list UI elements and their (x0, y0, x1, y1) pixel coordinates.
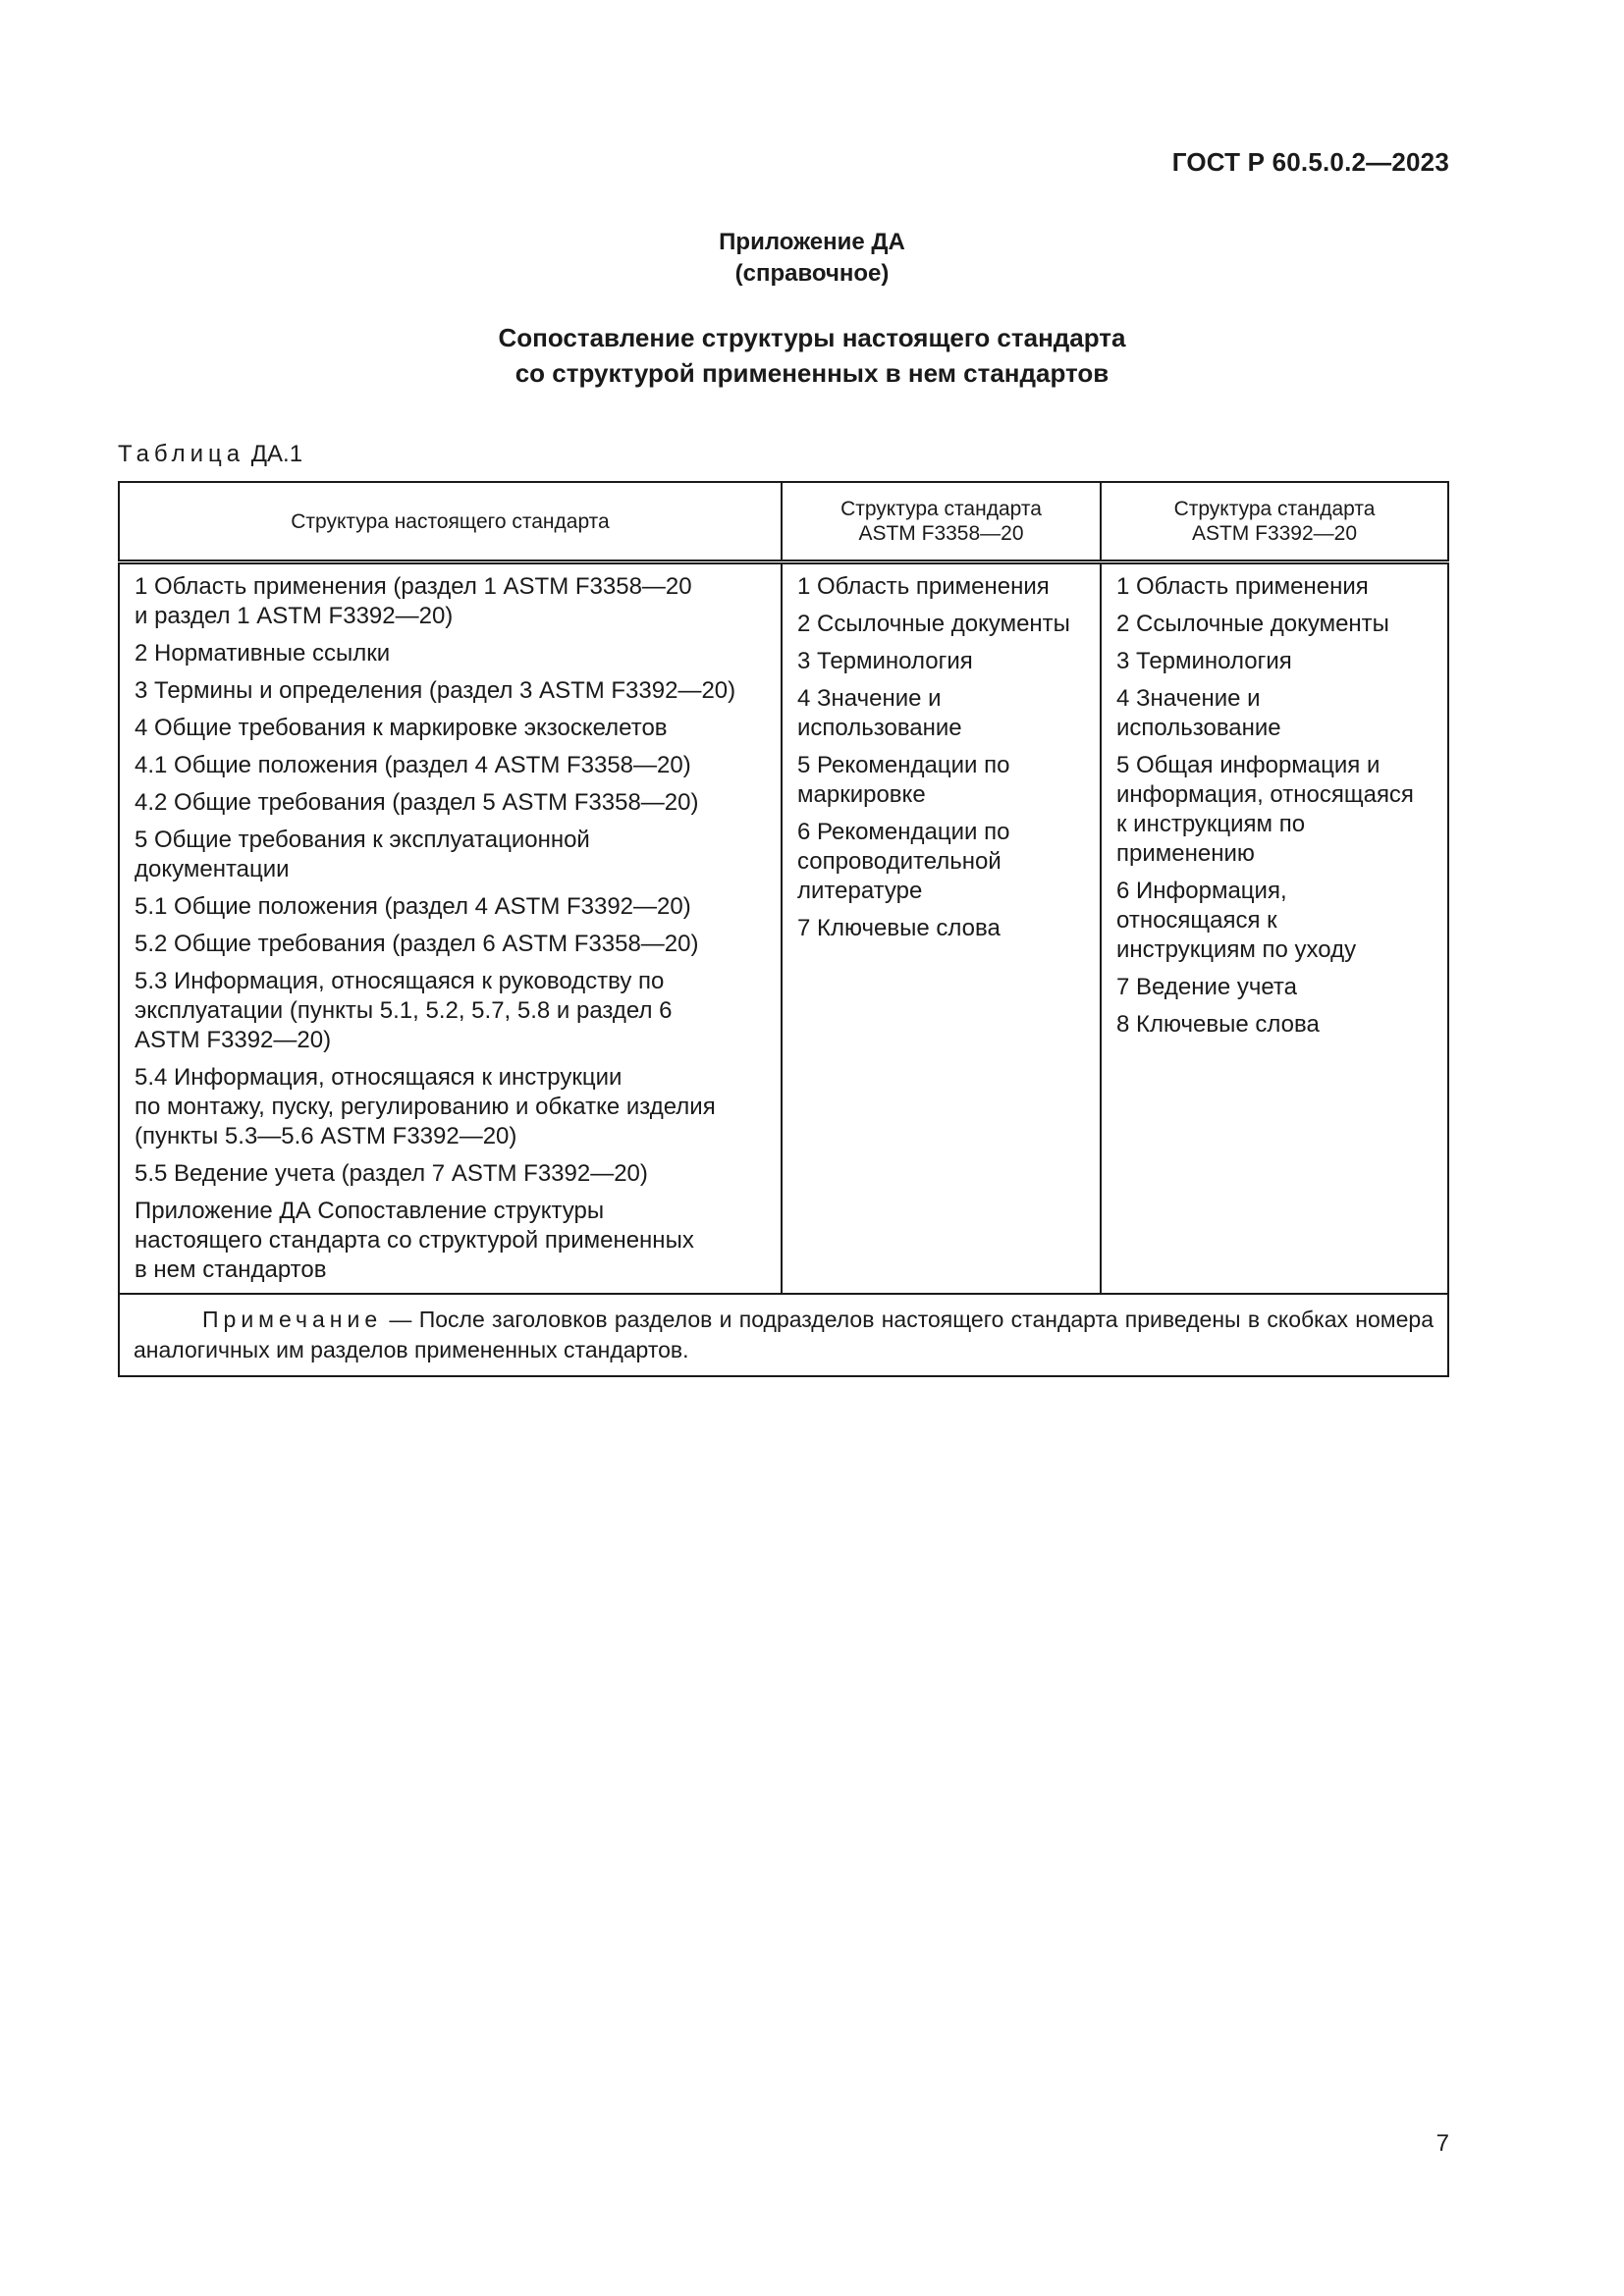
note-text: — После заголовков разделов и подразделов настоящего стандарта приведены в скобках номера аналогичных им разделов примененных стандартов. (134, 1307, 1434, 1362)
structure-entry: 5 Общая информация и информация, относящаяся к инструкциям по применению (1116, 752, 1414, 867)
structure-entry: 5.2 Общие требования (раздел 6 ASTM F3358—20) (135, 931, 699, 957)
structure-entry: 2 Ссылочные документы (797, 611, 1070, 637)
structure-entry: 5.1 Общие положения (раздел 4 ASTM F3392—20) (135, 893, 691, 920)
structure-entry: 8 Ключевые слова (1116, 1011, 1320, 1038)
structure-entry: 3 Терминология (797, 648, 973, 674)
structure-entry: 2 Нормативные ссылки (135, 640, 391, 667)
structure-entry: 4 Общие требования к маркировке экзоскелетов (135, 715, 668, 741)
table-note-row (119, 1294, 1448, 1376)
structure-entry: 5 Рекомендации по маркировке (797, 752, 1010, 808)
column-header-current-standard (119, 482, 782, 562)
structure-entry: 3 Терминология (1116, 648, 1292, 674)
structure-entry: 5 Общие требования к эксплуатационной документации (135, 827, 590, 882)
section-heading (0, 320, 1624, 391)
structure-entry: 5.3 Информация, относящаяся к руководству по эксплуатации (пункты 5.1, 5.2, 5.7, 5.8 и раздел 6 ASTM F3392—20) (135, 968, 673, 1053)
table-body-row (119, 562, 1448, 1295)
structure-entry: Приложение ДА Сопоставление структуры настоящего стандарта со структурой примененных в нем стандартов (135, 1198, 694, 1283)
structure-entry: 4 Значение и использование (1116, 685, 1281, 741)
comparison-table-wrapper (118, 481, 1447, 1377)
column-header-label: Структура стандарта ASTM F3392—20 (1173, 498, 1376, 545)
structure-entry: 7 Ключевые слова (797, 915, 1001, 941)
structure-entry: 3 Термины и определения (раздел 3 ASTM F3392—20) (135, 677, 736, 704)
column-header-label: Структура стандарта ASTM F3358—20 (840, 498, 1042, 545)
table-header-row (119, 482, 1448, 562)
appendix-type: (справочное) (734, 260, 890, 287)
appendix-header (0, 227, 1624, 290)
appendix-title: Приложение ДА (719, 229, 905, 255)
note-label: Примечание (202, 1307, 383, 1332)
structure-entry: 1 Область применения (раздел 1 ASTM F3358—20 и раздел 1 ASTM F3392—20) (135, 573, 692, 629)
structure-entry: 5.4 Информация, относящаяся к инструкции по монтажу, пуску, регулированию и обкатке изделия (пункты 5.3—5.6 ASTM F3392—20) (135, 1064, 716, 1149)
heading-line-2: со структурой примененных в нем стандартов (514, 358, 1110, 388)
table-caption-label: Таблица (118, 441, 245, 467)
document-code: ГОСТ Р 60.5.0.2—2023 (1171, 147, 1449, 177)
structure-entry: 7 Ведение учета (1116, 974, 1297, 1000)
column-header-astm-f3392 (1101, 482, 1448, 562)
table-caption (118, 441, 302, 468)
astm-f3358-structure-cell (782, 562, 1101, 1295)
comparison-table (118, 481, 1449, 1377)
structure-entry: 6 Информация, относящаяся к инструкциям по уходу (1116, 878, 1357, 963)
page-number: 7 (1435, 2130, 1449, 2157)
table-caption-number: ДА.1 (250, 441, 303, 467)
structure-entry: 4.1 Общие положения (раздел 4 ASTM F3358—20) (135, 752, 691, 778)
structure-entry: 6 Рекомендации по сопроводительной литературе (797, 819, 1010, 904)
structure-entry: 1 Область применения (1116, 573, 1369, 600)
table-note (119, 1294, 1448, 1376)
structure-entry: 4.2 Общие требования (раздел 5 ASTM F3358—20) (135, 789, 699, 816)
structure-entry: 5.5 Ведение учета (раздел 7 ASTM F3392—20) (135, 1160, 648, 1187)
heading-line-1: Сопоставление структуры настоящего стандарта (498, 323, 1126, 352)
current-standard-structure-cell (119, 562, 782, 1295)
astm-f3392-structure-cell (1101, 562, 1448, 1295)
structure-entry: 2 Ссылочные документы (1116, 611, 1389, 637)
structure-entry: 4 Значение и использование (797, 685, 962, 741)
structure-entry: 1 Область применения (797, 573, 1050, 600)
column-header-label: Структура настоящего стандарта (291, 509, 610, 533)
column-header-astm-f3358 (782, 482, 1101, 562)
